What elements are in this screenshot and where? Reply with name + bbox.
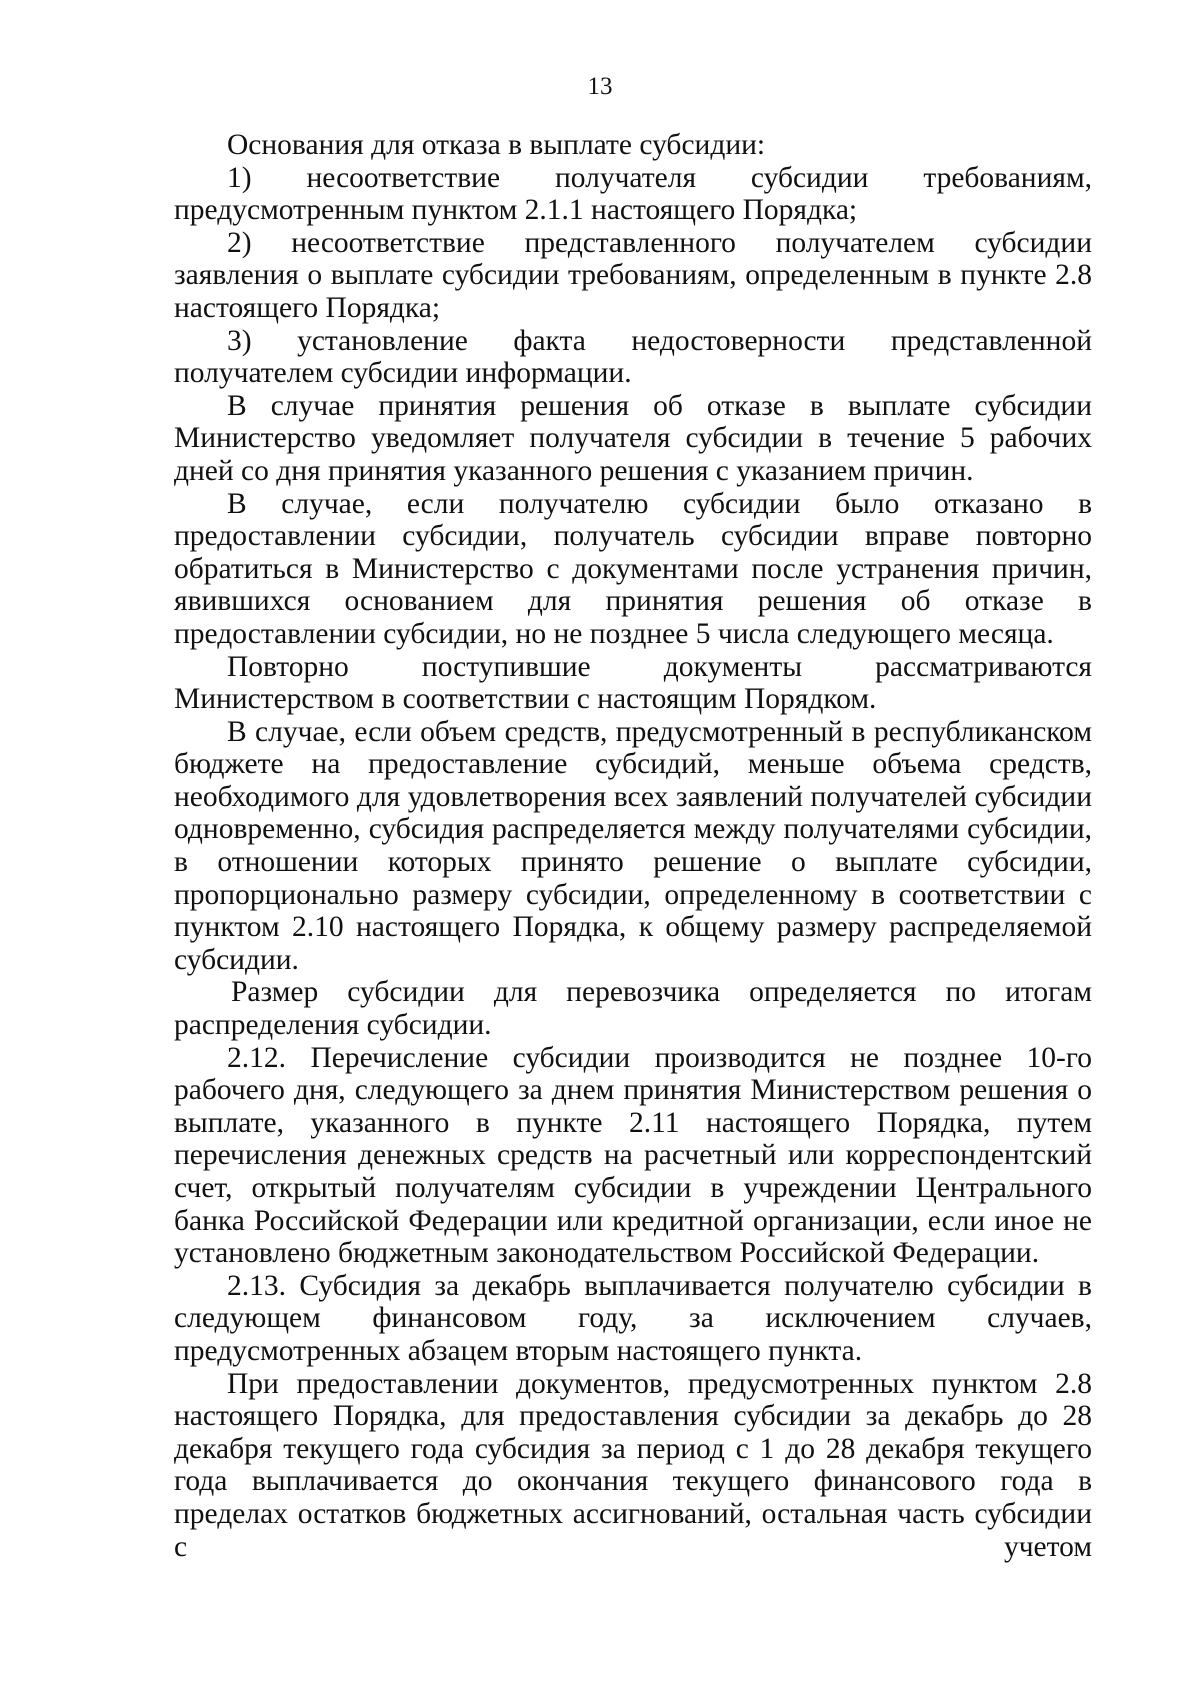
paragraph-refusal-ground-1: 1) несоответствие получателя субсидии требованиям, предусмотренным пунктом 2.1.1 настоящего Порядка; [174,161,1092,227]
paragraph-refusal-notification: В случае принятия решения об отказе в выплате субсидии Министерство уведомляет получателя субсидии в течение 5 рабочих дней со дня принятия указанного решения с указанием причин. [174,389,1092,487]
paragraph-refusal-ground-3: 3) установление факта недостоверности представленной получателем субсидии информации. [174,324,1092,390]
document-body [174,129,1092,1563]
paragraph-budget-distribution: В случае, если объем средств, предусмотренный в республиканском бюджете на предоставление субсидий, меньше объема средств, необходимого для удовлетворения всех заявлений получателей субсидии одновременно, субсидия распределяется между получателями субсидии, в отношении которых принято решение о выплате субсидии, пропорционально размеру субсидии, определенному в соответствии с пунктом 2.10 настоящего Порядка, к общему размеру распределяемой субсидии. [174,715,1092,976]
paragraph-section-2-12: 2.12. Перечисление субсидии производится не позднее 10-го рабочего дня, следующего за днем принятия Министерством решения о выплате, указанного в пункте 2.11 настоящего Порядка, путем перечисления денежных средств на расчетный или корреспондентский счет, открытый получателям субсидии в учреждении Центрального банка Российской Федерации или кредитной организации, если иное не установлено бюджетным законодательством Российской Федерации. [174,1041,1092,1270]
paragraph-subsidy-size: Размер субсидии для перевозчика определяется по итогам распределения субсидии. [174,976,1092,1042]
paragraph-december-documents: При предоставлении документов, предусмотренных пунктом 2.8 настоящего Порядка, для предоставления субсидии за декабрь до 28 декабря текущего года субсидия за период с 1 до 28 декабря текущего года выплачивается до окончания текущего финансового года в пределах остатков бюджетных ассигнований, остальная часть субсидии с учетом [174,1367,1092,1563]
paragraph-repeat-documents: Повторно поступившие документы рассматриваются Министерством в соответствии с настоящим Порядком. [174,650,1092,716]
page-number: 13 [587,73,613,100]
paragraph-refusal-grounds-heading: Основания для отказа в выплате субсидии: [227,129,766,161]
paragraph-repeat-application: В случае, если получателю субсидии было отказано в предоставлении субсидии, получатель субсидии вправе повторно обратиться в Министерство с документами после устранения причин, явившихся основанием для принятия решения об отказе в предоставлении субсидии, но не позднее 5 числа следующего месяца. [174,487,1092,650]
paragraph-refusal-ground-2: 2) несоответствие представленного получателем субсидии заявления о выплате субсидии требованиям, определенным в пункте 2.8 настоящего Порядка; [174,226,1092,324]
paragraph-section-2-13: 2.13. Субсидия за декабрь выплачивается получателю субсидии в следующем финансовом году, за исключением случаев, предусмотренных абзацем вторым настоящего пункта. [174,1269,1092,1367]
